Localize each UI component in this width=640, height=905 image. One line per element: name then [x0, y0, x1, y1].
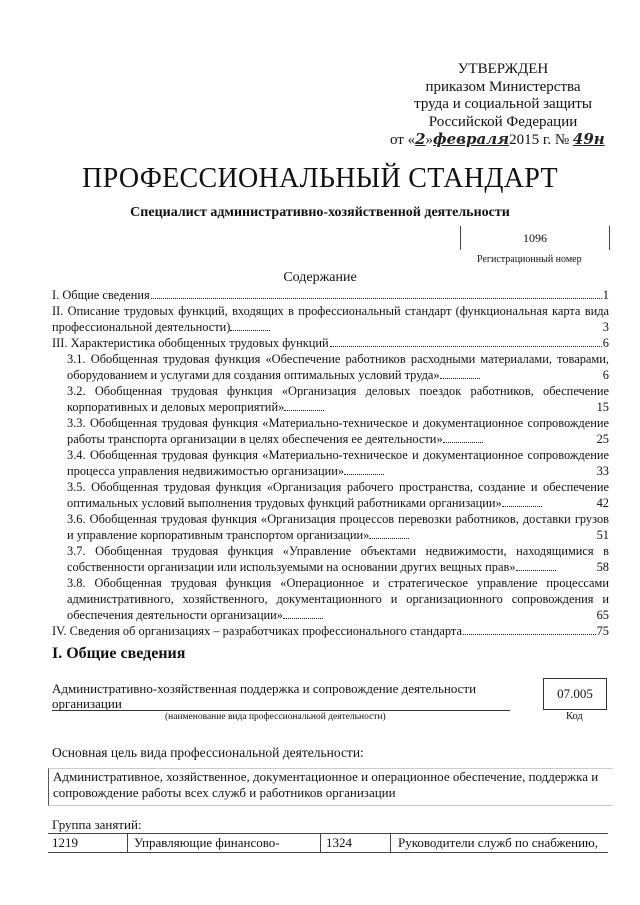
activity-kind-line-1: Административно-хозяйственная поддержка и сопровождение деятельности — [52, 681, 477, 696]
toc-entry-3-1[interactable] — [52, 351, 609, 383]
toc-leader — [502, 506, 542, 507]
toc-entry-page: 3 — [602, 320, 609, 334]
toc-leader — [369, 538, 409, 539]
decree-year-digit: 5 — [531, 132, 540, 148]
table-of-contents — [52, 287, 609, 639]
cell-divider — [320, 834, 321, 852]
approval-line-3: Российской Федерации — [428, 113, 578, 130]
toc-entry-3-5[interactable] — [52, 479, 609, 511]
registration-label: Регистрационный номер — [477, 254, 582, 265]
activity-kind-underline — [52, 710, 510, 711]
toc-heading: Содержание — [283, 270, 357, 285]
toc-entry-text-span: 3.5. Обобщенная трудовая функция «Организация рабочего пространства, создание и обеспечение оптимальных условий выполнения трудовых функций работниками организации» — [67, 480, 609, 510]
toc-entry-text-span: 3.7. Обобщенная трудовая функция «Управление объектами недвижимости, находящимися в собственности организации или используемыми на основании других вещных прав» — [67, 544, 609, 574]
occupation-group-label: Группа занятий: — [52, 817, 142, 832]
decree-number: 49н — [572, 130, 605, 148]
toc-entry-page: 1 — [602, 288, 609, 302]
activity-kind-caption: (наименование вида профессиональной деятельности) — [165, 712, 386, 722]
toc-entry-2[interactable] — [52, 303, 609, 335]
activity-code: 07.005 — [543, 678, 607, 710]
decree-mid: » — [425, 132, 434, 148]
toc-entry-3-4[interactable] — [52, 447, 609, 479]
document-subtitle: Специалист административно-хозяйственной деятельности — [130, 205, 510, 220]
toc-leader — [440, 378, 480, 379]
approval-line-2: труда и социальной защиты — [414, 96, 592, 112]
toc-entry-page: 25 — [596, 432, 609, 446]
toc-entry-text-span: 3.4. Обобщенная трудовая функция «Материально-техническое и документационное сопровождение процесса управления недвижимостью организации» — [67, 448, 609, 478]
toc-entry-page: 33 — [596, 464, 609, 478]
toc-leader — [516, 570, 556, 571]
toc-entry-text-span: 3.1. Обобщенная трудовая функция «Обеспечение работников расходными материалами, товарами, оборудованием и услугами для создания оптимальных условий труда» — [67, 352, 609, 382]
approval-block — [388, 61, 618, 150]
decree-line — [388, 131, 618, 150]
toc-entry-text — [67, 383, 609, 415]
toc-entry-text-span: II. Описание трудовых функций, входящих в профессиональный стандарт (функциональная карта вида профессиональной деятельности) — [52, 304, 609, 334]
group-name-1: Управляющие финансово- — [134, 835, 280, 850]
toc-entry-page: 15 — [596, 400, 609, 414]
toc-entry-page: 6 — [602, 368, 609, 382]
toc-entry-page: 75 — [596, 624, 609, 638]
toc-leader — [151, 298, 602, 299]
toc-entry-text — [67, 511, 609, 543]
toc-entry-page: 65 — [596, 608, 609, 622]
toc-entry-3-2[interactable] — [52, 383, 609, 415]
goal-text: Административное, хозяйственное, документационное и операционное обеспечение, поддержка и сопровождение работы всех служб и работников организации — [48, 768, 613, 806]
toc-leader — [283, 618, 323, 619]
toc-entry-4[interactable] — [52, 623, 609, 639]
group-name-2: Руководители служб по снабжению, — [398, 835, 598, 850]
toc-entry-text: IV. Сведения об организациях – разработчиках профессионального стандарта — [52, 624, 462, 638]
decree-from: от « — [390, 132, 416, 148]
toc-entry-text-span: 3.3. Обобщенная трудовая функция «Материально-техническое и документационное сопровождение работы транспорта организации в целях обеспечения ее деятельности» — [67, 416, 609, 446]
toc-entry-text — [67, 415, 609, 447]
toc-entry-1[interactable] — [52, 287, 609, 303]
toc-leader — [330, 346, 602, 347]
approval-line-1: приказом Министерства — [425, 78, 581, 95]
occupation-group-row — [48, 833, 608, 853]
toc-entry-text-span: 3.6. Обобщенная трудовая функция «Организация процессов перевозки работников, доставки грузов и управление корпоративным транспортом организации» — [67, 512, 609, 542]
toc-entry-text-span: 3.8. Обобщенная трудовая функция «Операционное и стратегическое управление процессами административного, хозяйственного, документационного и организационного сопровождения и обеспечения деятельности организации» — [67, 576, 609, 622]
toc-entry-text — [67, 543, 609, 575]
toc-entry-3-6[interactable] — [52, 511, 609, 543]
group-code-2: 1324 — [326, 835, 352, 850]
toc-leader — [443, 442, 483, 443]
toc-entry-text — [52, 303, 609, 335]
toc-entry-text — [67, 447, 609, 479]
registration-box — [460, 226, 610, 250]
toc-leader — [344, 474, 384, 475]
toc-entry-text: III. Характеристика обобщенных трудовых функций — [52, 336, 329, 350]
activity-code-label: Код — [566, 711, 583, 722]
approval-title: УТВЕРЖДЕН — [457, 61, 549, 77]
activity-kind-line-2: организации — [52, 696, 122, 711]
toc-entry-text-span: 3.2. Обобщенная трудовая функция «Организация деловых поездок работников, обеспечение корпоративных и деловых мероприятий» — [67, 384, 609, 414]
cell-divider — [127, 834, 128, 852]
toc-leader — [463, 634, 596, 635]
group-code-1: 1219 — [52, 835, 78, 850]
cell-divider — [390, 834, 391, 852]
toc-leader — [284, 410, 324, 411]
registration-number: 1096 — [523, 231, 547, 245]
toc-entry-3-8[interactable] — [52, 575, 609, 623]
toc-entry-3[interactable] — [52, 335, 609, 351]
toc-entry-page: 51 — [596, 528, 609, 542]
toc-entry-page: 42 — [596, 496, 609, 510]
toc-entry-text — [67, 351, 609, 383]
toc-entry-text — [67, 479, 609, 511]
toc-entry-page: 58 — [596, 560, 609, 574]
toc-entry-text: I. Общие сведения — [52, 288, 150, 302]
toc-entry-3-7[interactable] — [52, 543, 609, 575]
goal-label: Основная цель вида профессиональной деятельности: — [52, 745, 364, 760]
document-title: ПРОФЕССИОНАЛЬНЫЙ СТАНДАРТ — [82, 163, 558, 194]
decree-year-suffix: г. № — [539, 132, 570, 148]
decree-month: февраля — [433, 130, 510, 148]
activity-kind-name — [52, 681, 512, 711]
toc-entry-page: 6 — [602, 336, 609, 350]
decree-year-prefix: 201 — [509, 132, 532, 148]
toc-entry-text — [67, 575, 609, 623]
toc-entry-3-3[interactable] — [52, 415, 609, 447]
decree-day: 2 — [415, 130, 426, 148]
section-1-heading: I. Общие сведения — [52, 645, 186, 662]
toc-leader — [230, 330, 270, 331]
